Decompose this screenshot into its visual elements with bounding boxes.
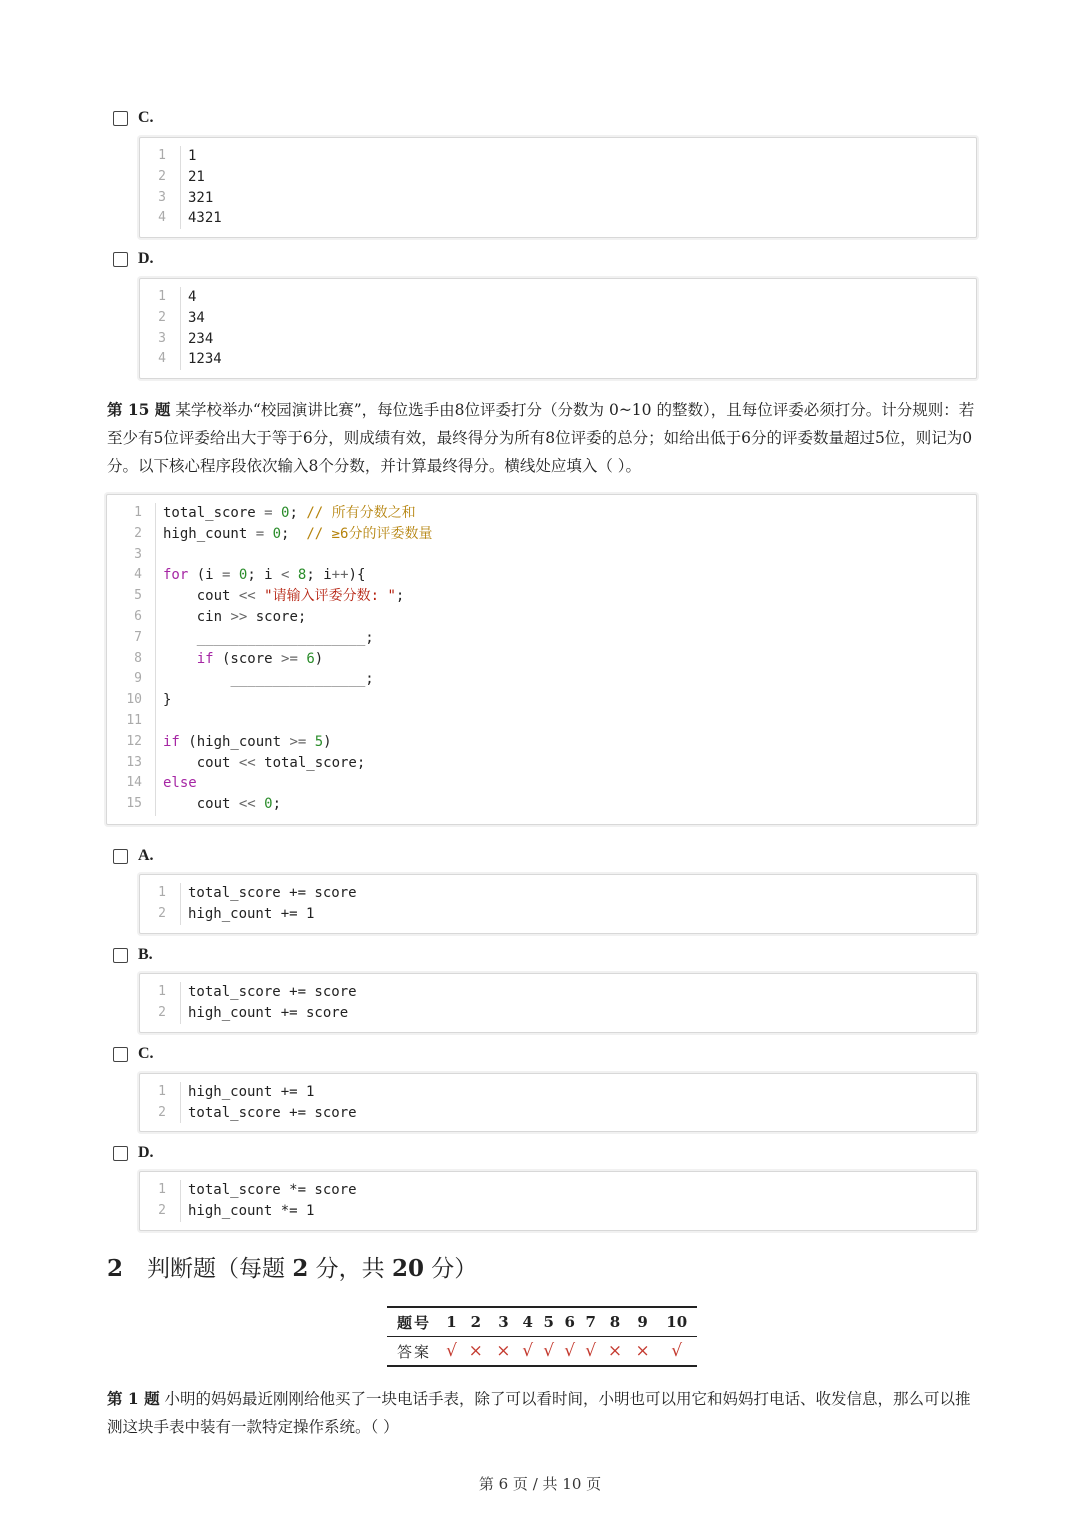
- code-block-d-top: 1 4 2 34 3 234 4 1234: [139, 278, 977, 379]
- code-line: 1234: [188, 351, 222, 368]
- code-block-a: 1 total_score += score 2 high_count += 1: [139, 874, 977, 934]
- code-line: 34: [188, 309, 205, 326]
- code-line: 4: [188, 289, 197, 305]
- code-line: total_score += score: [188, 885, 357, 901]
- code-line: 1: [188, 148, 197, 164]
- code-line: high_count += 1: [188, 905, 315, 922]
- table-cell: ×: [490, 1337, 518, 1367]
- code-prompt-string: "请输入评委分数: ": [264, 588, 396, 605]
- code-block-b: 1 total_score += score 2 high_count += score: [139, 973, 977, 1033]
- table-cell: 6: [559, 1307, 580, 1337]
- code-line: high_count += 1: [188, 1084, 315, 1100]
- option-c-top[interactable]: [113, 107, 154, 129]
- option-a[interactable]: [113, 845, 154, 867]
- option-c-top-label: C.: [138, 109, 154, 126]
- code-line: total_score += score: [188, 1104, 357, 1121]
- option-d-top[interactable]: [113, 248, 154, 270]
- option-c-label: C.: [138, 1045, 154, 1062]
- code-comment-total: // 所有分数之和: [306, 505, 416, 521]
- table-header-label: 题号: [387, 1307, 441, 1337]
- table-cell: 7: [580, 1307, 601, 1337]
- option-d[interactable]: [113, 1142, 154, 1164]
- option-a-label: A.: [138, 847, 154, 864]
- option-d-label: D.: [138, 1144, 154, 1161]
- table-cell: √: [559, 1337, 580, 1367]
- table-cell: 10: [656, 1307, 697, 1337]
- code-line: total_score += score: [188, 984, 357, 1000]
- question-15-number: 第 15 题: [107, 400, 171, 419]
- code-block-c-top: 1 1 2 21 3 321 4 4321: [139, 137, 977, 238]
- table-cell: √: [517, 1337, 538, 1367]
- checkbox-c-top[interactable]: [113, 111, 128, 126]
- question-1-body: 小明的妈妈最近刚刚给他买了一块电话手表，除了可以看时间，小明也可以用它和妈妈打电话、收发信息，那么可以推测这块手表中装有一款特定操作系统。（ ）: [107, 1390, 971, 1436]
- section-number: 2: [107, 1255, 124, 1282]
- table-cell: √: [441, 1337, 462, 1367]
- answer-table-answer-row: [387, 1337, 697, 1367]
- checkbox-b[interactable]: [113, 948, 128, 963]
- code-line: 321: [188, 189, 214, 206]
- code-line: 234: [188, 330, 214, 347]
- answer-table: [387, 1306, 697, 1367]
- table-cell: 2: [462, 1307, 490, 1337]
- code-line: 4321: [188, 210, 222, 227]
- option-b[interactable]: [113, 944, 153, 966]
- table-cell: √: [656, 1337, 697, 1367]
- main-code-block: 1 total_score = 0; // 所有分数之和 2 high_count = 0; // ≥6分的评委数量 3 4 for (i = 0; i < 8; i++){ 5 cout << "请输入评委分数: "; 6 cin >> score; 7 ____________________; 8 if (score >= 6) 9 ________________; 10 } 11 12 if (high_count >= 5) 13 cout << total_score; 14 else 15 cout << 0;: [106, 494, 977, 825]
- table-cell: ×: [601, 1337, 629, 1367]
- table-cell: 4: [517, 1307, 538, 1337]
- section-2-title: 2 判断题（每题 2 分，共 20 分）: [107, 1255, 478, 1282]
- page-footer: 第 6 页 / 共 10 页: [478, 1475, 602, 1493]
- question-1-text: [107, 1385, 977, 1441]
- table-cell: 1: [441, 1307, 462, 1337]
- table-cell: 5: [538, 1307, 559, 1337]
- code-line: high_count *= 1: [188, 1202, 315, 1219]
- table-answer-label: 答案: [387, 1337, 441, 1367]
- checkbox-d-top[interactable]: [113, 252, 128, 267]
- code-line: total_score *= score: [188, 1182, 357, 1198]
- answer-table-header-row: [387, 1307, 697, 1337]
- table-cell: 3: [490, 1307, 518, 1337]
- table-cell: √: [538, 1337, 559, 1367]
- table-cell: ×: [462, 1337, 490, 1367]
- code-line: 21: [188, 168, 205, 185]
- question-15-body: 某学校举办“校园演讲比赛”，每位选手由8位评委打分（分数为 0~10 的整数），且每位评委必须打分。计分规则：若至少有5位评委给出大于等于6分，则成绩有效，最终得分为所有8位评委的总分；如给出低于6分的评委数量超过5位，则记为0分。以下核心程序段依次输入8个分数，并计算最终得分。横线处应填入（ ）。: [107, 401, 975, 475]
- question-15-text: [107, 396, 977, 480]
- checkbox-c[interactable]: [113, 1047, 128, 1062]
- code-comment-high: // ≥6分的评委数量: [306, 525, 433, 542]
- question-1-number: 第 1 题: [107, 1389, 160, 1408]
- code-block-c: 1 high_count += 1 2 total_score += score: [139, 1073, 977, 1132]
- checkbox-a[interactable]: [113, 849, 128, 864]
- table-cell: ×: [629, 1337, 657, 1367]
- code-block-d: 1 total_score *= score 2 high_count *= 1: [139, 1171, 977, 1231]
- table-cell: 8: [601, 1307, 629, 1337]
- table-cell: √: [580, 1337, 601, 1367]
- option-d-top-label: D.: [138, 250, 154, 267]
- option-c[interactable]: [113, 1043, 154, 1065]
- checkbox-d[interactable]: [113, 1146, 128, 1161]
- option-b-label: B.: [138, 946, 153, 963]
- table-cell: 9: [629, 1307, 657, 1337]
- code-line: high_count += score: [188, 1004, 349, 1021]
